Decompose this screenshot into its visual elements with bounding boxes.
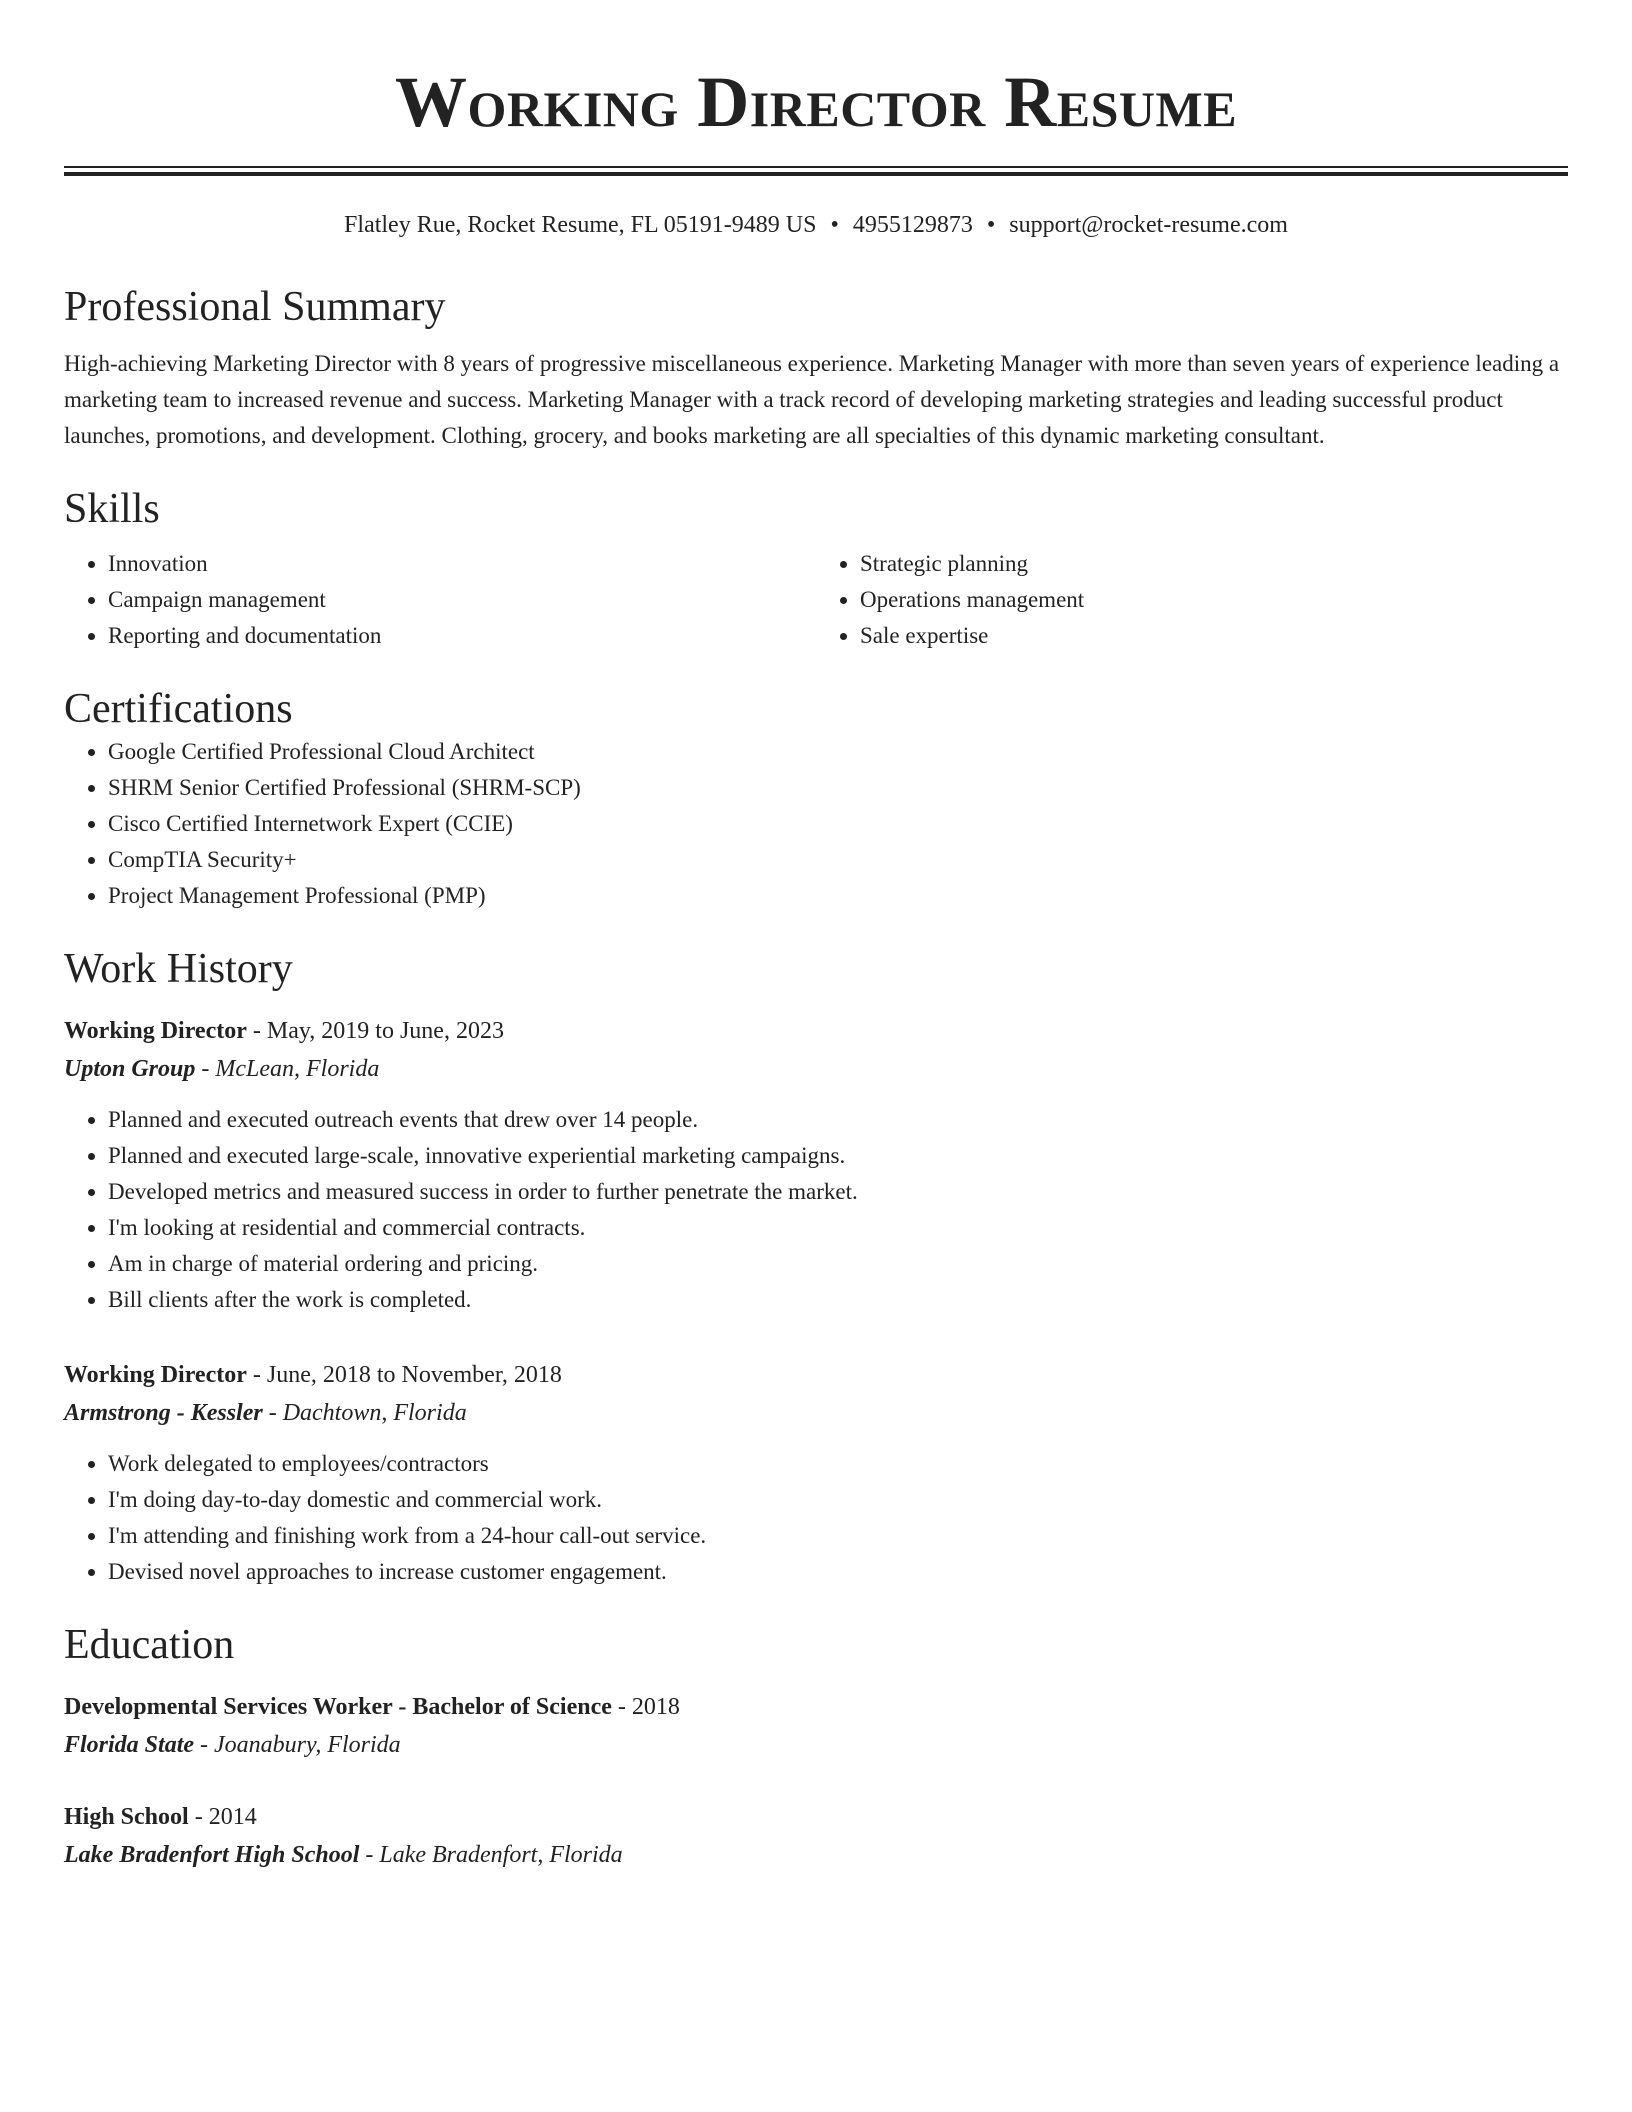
- education-school: Lake Bradenfort High School: [64, 1842, 360, 1868]
- job-role: Working Director: [64, 1362, 247, 1388]
- section-title-skills: Skills: [64, 486, 160, 532]
- certification-item: • Project Management Professional (PMP): [108, 878, 1568, 914]
- job-entry: [64, 1012, 1568, 1318]
- job-duties: [64, 1102, 1568, 1318]
- job-role: Working Director: [64, 1018, 247, 1044]
- job-employer: [64, 1050, 1568, 1088]
- summary-text: High-achieving Marketing Director with 8 years of progressive miscellaneous experience. Marketing Manager with more than seven years of experience leading a marketing team to increased revenue and success. Marketing Manager with a track record of developing marketing strategies and leading successful product launches, promotions, and development. Clothing, grocery, and books marketing are all specialties of this dynamic marketing consultant.: [64, 351, 1560, 448]
- job-duty-item: • Planned and executed large-scale, innovative experiential marketing campaigns.: [108, 1138, 1568, 1174]
- section-title-certifications: Certifications: [64, 686, 293, 732]
- education-year: - 2018: [611, 1694, 680, 1720]
- skill-item: • Sale expertise: [860, 618, 1568, 654]
- education-entry: [64, 1688, 1568, 1764]
- job-entry: [64, 1356, 1568, 1590]
- skills-list: [64, 546, 1568, 654]
- job-header: [64, 1012, 1568, 1050]
- skills-column-left: [64, 546, 816, 654]
- contact-phone: 4955129873: [852, 212, 973, 238]
- title-divider: [64, 166, 1568, 176]
- job-duty-item: • I'm doing day-to-day domestic and commercial work.: [108, 1482, 1568, 1518]
- skill-item: • Reporting and documentation: [108, 618, 816, 654]
- contact-separator: •: [986, 212, 996, 238]
- job-location: - Dachtown, Florida: [262, 1400, 467, 1426]
- job-duties: [64, 1446, 1568, 1590]
- contact-separator: •: [830, 212, 839, 238]
- job-duty-item: • Developed metrics and measured success in order to further penetrate the market.: [108, 1174, 1568, 1210]
- job-duty-item: • Am in charge of material ordering and pricing.: [108, 1246, 1568, 1282]
- certification-item: • SHRM Senior Certified Professional (SHRM-SCP): [108, 770, 1568, 806]
- job-employer: [64, 1394, 1568, 1432]
- section-title-work-history: Work History: [64, 946, 293, 992]
- job-duty-item: • I'm looking at residential and commercial contracts.: [108, 1210, 1568, 1246]
- education-school: Florida State: [64, 1732, 195, 1758]
- education-institution: [64, 1836, 1568, 1874]
- certifications-list: [64, 734, 1568, 914]
- job-dates: - June, 2018 to November, 2018: [246, 1362, 562, 1388]
- job-duty-item: • I'm attending and finishing work from a 24-hour call-out service.: [108, 1518, 1568, 1554]
- skill-item: • Strategic planning: [860, 546, 1568, 582]
- education-location: - Joanabury, Florida: [194, 1732, 401, 1758]
- job-duty-item: • Planned and executed outreach events that drew over 14 people.: [108, 1102, 1568, 1138]
- education-header: [64, 1798, 1568, 1836]
- skill-item: • Operations management: [860, 582, 1568, 618]
- job-company: Upton Group: [64, 1056, 196, 1082]
- resume-title: Working Director Resume: [394, 62, 1238, 142]
- education-institution: [64, 1726, 1568, 1764]
- skill-item: • Innovation: [108, 546, 816, 582]
- job-duty-item: • Bill clients after the work is completed.: [108, 1282, 1568, 1318]
- education-header: [64, 1688, 1568, 1726]
- job-dates: - May, 2019 to June, 2023: [246, 1018, 504, 1044]
- section-title-summary: Professional Summary: [64, 284, 446, 330]
- contact-email: support@rocket-resume.com: [1009, 212, 1288, 238]
- skills-column-right: [816, 546, 1568, 654]
- certification-item: • CompTIA Security+: [108, 842, 1568, 878]
- skill-item: • Campaign management: [108, 582, 816, 618]
- certification-item: • Cisco Certified Internetwork Expert (CCIE): [108, 806, 1568, 842]
- job-duty-item: • Work delegated to employees/contractors: [108, 1446, 1568, 1482]
- contact-line: [64, 210, 1568, 240]
- section-title-education: Education: [64, 1622, 235, 1668]
- job-company: Armstrong - Kessler: [64, 1400, 263, 1426]
- job-duty-item: • Devised novel approaches to increase customer engagement.: [108, 1554, 1568, 1590]
- education-location: - Lake Bradenfort, Florida: [359, 1842, 623, 1868]
- job-header: [64, 1356, 1568, 1394]
- job-location: - McLean, Florida: [195, 1056, 380, 1082]
- contact-address: Flatley Rue, Rocket Resume, FL 05191-9489 US: [344, 212, 817, 238]
- education-degree: High School: [64, 1804, 189, 1830]
- education-year: - 2014: [188, 1804, 257, 1830]
- education-entry: [64, 1798, 1568, 1874]
- education-degree: Developmental Services Worker - Bachelor of Science: [64, 1694, 612, 1720]
- certification-item: • Google Certified Professional Cloud Architect: [108, 734, 1568, 770]
